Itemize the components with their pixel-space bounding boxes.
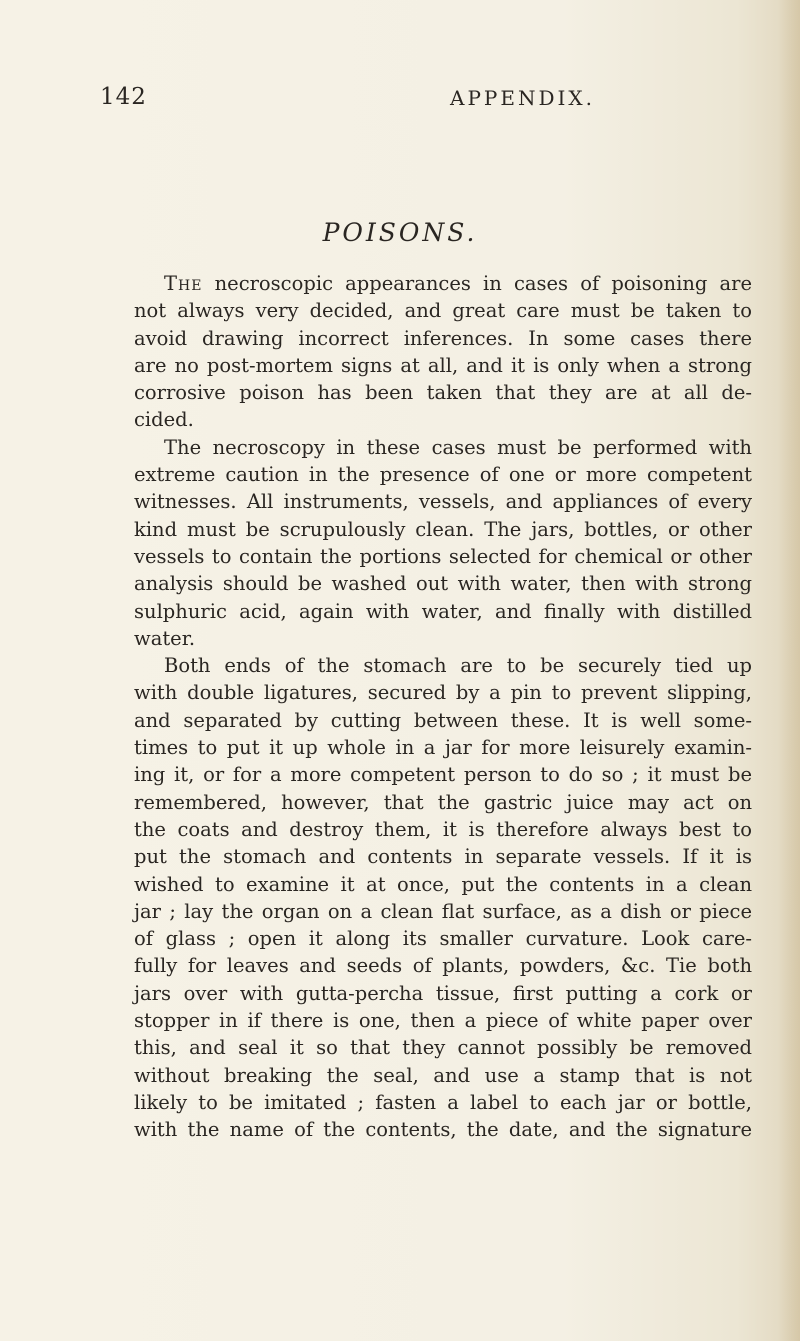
text-line: avoid drawing incorrect inferences. In some cases there: [134, 326, 752, 350]
text-line: corrosive poison has been taken that they are at all de-: [134, 381, 752, 405]
text-line: with the name of the contents, the date, and the signature: [134, 1118, 752, 1142]
text-line: sulphuric acid, again with water, and finally with distilled: [134, 599, 752, 623]
text-line: Both ends of the stomach are to be securely tied up: [164, 654, 752, 678]
text-line: without breaking the seal, and use a stamp that is not: [134, 1063, 752, 1087]
text-line: extreme caution in the presence of one or more competent: [134, 463, 752, 487]
text-line: likely to be imitated ; fasten a label to each jar or bottle,: [134, 1090, 752, 1114]
text-line: water.: [134, 626, 196, 650]
text-line: this, and seal it so that they cannot possibly be removed: [134, 1036, 752, 1060]
text-line: analysis should be washed out with water, then with strong: [134, 572, 752, 596]
text-line: and separated by cutting between these. It is well some-: [134, 708, 752, 732]
text-line: the coats and destroy them, it is therefore always best to: [134, 817, 752, 841]
page-header: [100, 84, 760, 114]
page-edge-shadow: [778, 0, 800, 1341]
text-line: witnesses. All instruments, vessels, and appliances of every: [134, 490, 752, 514]
text-line: ing it, or for a more competent person to do so ; it must be: [134, 763, 752, 787]
running-head: APPENDIX.: [450, 86, 595, 110]
text-line: put the stomach and contents in separate vessels. If it is: [134, 845, 752, 869]
text-line: remembered, however, that the gastric juice may act on: [134, 790, 752, 814]
text-line: jar ; lay the organ on a clean flat surface, as a dish or piece: [134, 899, 752, 923]
section-title: POISONS.: [322, 218, 478, 247]
text-line: are no post-mortem signs at all, and it is only when a strong: [134, 353, 752, 377]
text-line: with double ligatures, secured by a pin to prevent slipping,: [134, 681, 752, 705]
text-line: of glass ; open it along its smaller curvature. Look care-: [134, 927, 752, 951]
text-line: times to put it up whole in a jar for more leisurely examin-: [134, 736, 752, 760]
lead-word: The: [164, 272, 203, 295]
text-line: not always very decided, and great care must be taken to: [134, 299, 752, 323]
text-line: wished to examine it at once, put the contents in a clean: [134, 872, 752, 896]
page-number: 142: [100, 84, 147, 110]
body-text: [134, 270, 752, 1144]
text-line: cided.: [134, 408, 194, 432]
text-line: The necroscopic appearances in cases of poisoning are: [164, 272, 752, 295]
text-line: kind must be scrupulously clean. The jars, bottles, or other: [134, 517, 752, 541]
text-line: fully for leaves and seeds of plants, powders, &c. Tie both: [134, 954, 752, 978]
text-line: jars over with gutta-percha tissue, first putting a cork or: [134, 981, 752, 1005]
text-line: stopper in if there is one, then a piece of white paper over: [134, 1009, 752, 1033]
text-line: The necroscopy in these cases must be performed with: [164, 435, 752, 459]
text-line: vessels to contain the portions selected for chemical or other: [134, 544, 752, 568]
